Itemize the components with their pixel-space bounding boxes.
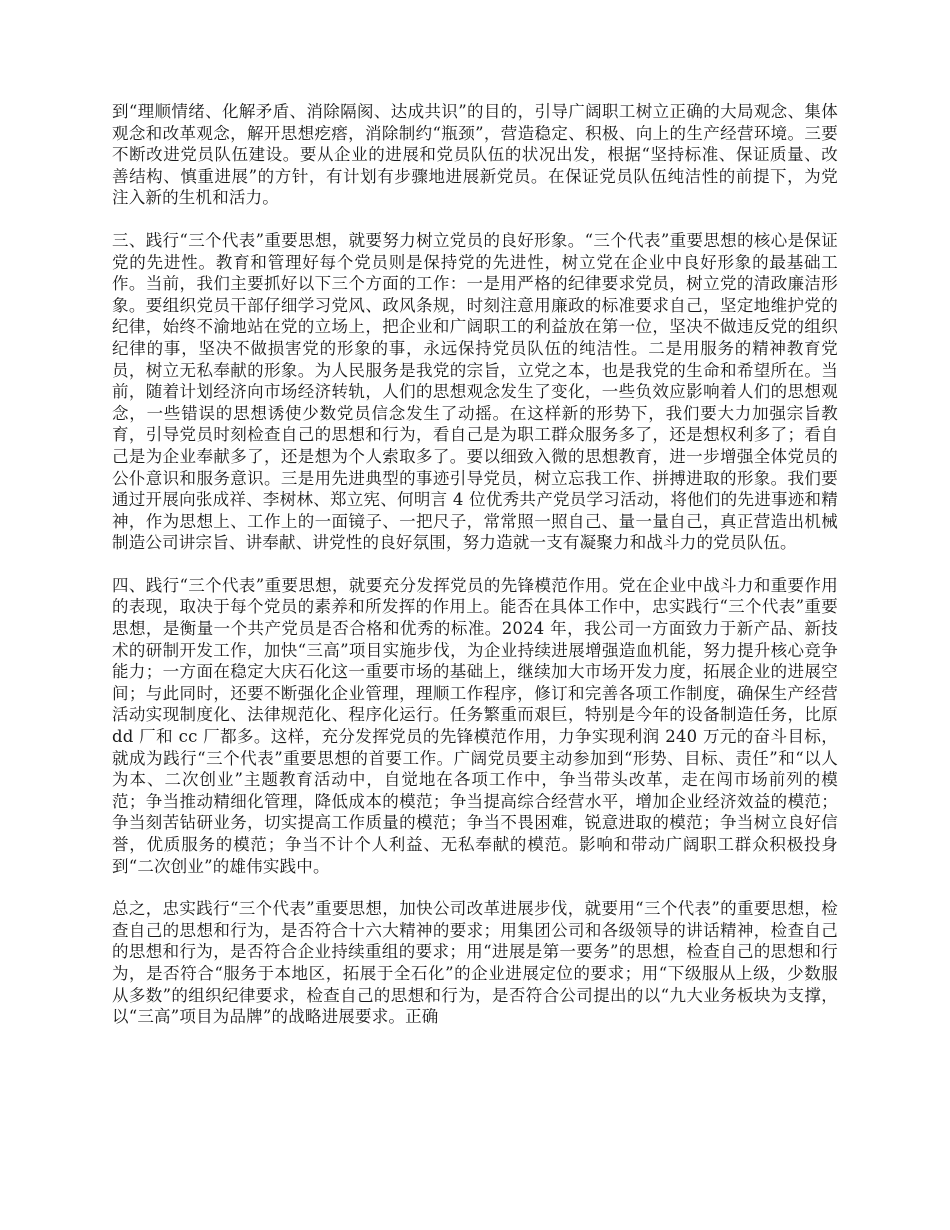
document-body [112,101,838,1049]
paragraph-4: 总之，忠实践行“三个代表”重要思想，加快公司改革进展步伐，就要用“三个代表”的重要思想，检查自己的思想和行为，是否符合十六大精神的要求；用集团公司和各级领导的讲话精神，检查自己的思想和行为，是否符合企业持续重组的要求；用“进展是第一要务”的思想，检查自己的思想和行为，是否符合“服务于本地区，拓展于全石化”的企业进展定位的要求；用“下级服从上级，少数服从多数”的组织纪律要求，检查自己的思想和行为，是否符合公司提出的以“九大业务板块为支撑，以“三高”项目为品牌”的战略进展要求。正确 [112,899,838,1027]
paragraph-2: 三、践行“三个代表”重要思想，就要努力树立党员的良好形象。“三个代表”重要思想的核心是保证党的先进性。教育和管理好每个党员则是保持党的先进性，树立党在企业中良好形象的最基础工作。当前，我们主要抓好以下三个方面的工作：一是用严格的纪律要求党员，树立党的清政廉洁形象。要组织党员干部仔细学习党风、政风条规，时刻注意用廉政的标准要求自己，坚定地维护党的纪律，始终不渝地站在党的立场上，把企业和广阔职工的利益放在第一位，坚决不做违反党的组织纪律的事，坚决不做损害党的形象的事，永远保持党员队伍的纯洁性。二是用服务的精神教育党员，树立无私奉献的形象。为人民服务是我党的宗旨，立党之本，也是我党的生命和希望所在。当前，随着计划经济向市场经济转轨，人们的思想观念发生了变化，一些负效应影响着人们的思想观念，一些错误的思想诱使少数党员信念发生了动摇。在这样新的形势下，我们要大力加强宗旨教育，引导党员时刻检查自己的思想和行为，看自己是为职工群众服务多了，还是想权利多了；看自己是为企业奉献多了，还是想为个人索取多了。要以细致入微的思想教育，进一步增强全体党员的公仆意识和服务意识。三是用先进典型的事迹引导党员，树立忘我工作、拼搏进取的形象。我们要通过开展向张成祥、李树林、郑立宪、何明言 4 位优秀共产党员学习活动，将他们的先进事迹和精神，作为思想上、工作上的一面镜子、一把尺子，常常照一照自己、量一量自己，真正营造出机械制造公司讲宗旨、讲奉献、讲党性的良好氛围，努力造就一支有凝聚力和战斗力的党员队伍。 [112,230,838,553]
paragraph-3: 四、践行“三个代表”重要思想，就要充分发挥党员的先锋模范作用。党在企业中战斗力和重要作用的表现，取决于每个党员的素养和所发挥的作用上。能否在具体工作中，忠实践行“三个代表”重要思想，是衡量一个共产党员是否合格和优秀的标准。2024 年，我公司一方面致力于新产品、新技术的研制开发工作，加快“三高”项目实施步伐，为企业持续进展增强造血机能，努力提升核心竞争能力；一方面在稳定大庆石化这一重要市场的基础上，继续加大市场开发力度，拓展企业的进展空间；与此同时，还要不断强化企业管理，理顺工作程序，修订和完善各项工作制度，确保生产经营活动实现制度化、法律规范化、程序化运行。任务繁重而艰巨，特别是今年的设备制造任务，比原 dd 厂和 cc 厂都多。这样，充分发挥党员的先锋模范作用，力争实现利润 240 万元的奋斗目标，就成为践行“三个代表”重要思想的首要工作。广阔党员要主动参加到“形势、目标、责任”和“以人为本、二次创业”主题教育活动中，自觉地在各项工作中，争当带头改革，走在闯市场前列的模范；争当推动精细化管理，降低成本的模范；争当提高综合经营水平，增加企业经济效益的模范；争当刻苦钻研业务，切实提高工作质量的模范；争当不畏困难，锐意进取的模范；争当树立良好信誉，优质服务的模范；争当不计个人利益、无私奉献的模范。影响和带动广阔职工群众积极投身到“二次创业”的雄伟实践中。 [112,575,838,876]
paragraph-1: 到“理顺情绪、化解矛盾、消除隔阂、达成共识”的目的，引导广阔职工树立正确的大局观念、集体观念和改革观念，解开思想疙瘩，消除制约“瓶颈”，营造稳定、积极、向上的生产经营环境。三要不断改进党员队伍建设。要从企业的进展和党员队伍的状况出发，根据“坚持标准、保证质量、改善结构、慎重进展”的方针，有计划有步骤地进展新党员。在保证党员队伍纯洁性的前提下，为党注入新的生机和活力。 [112,102,838,208]
